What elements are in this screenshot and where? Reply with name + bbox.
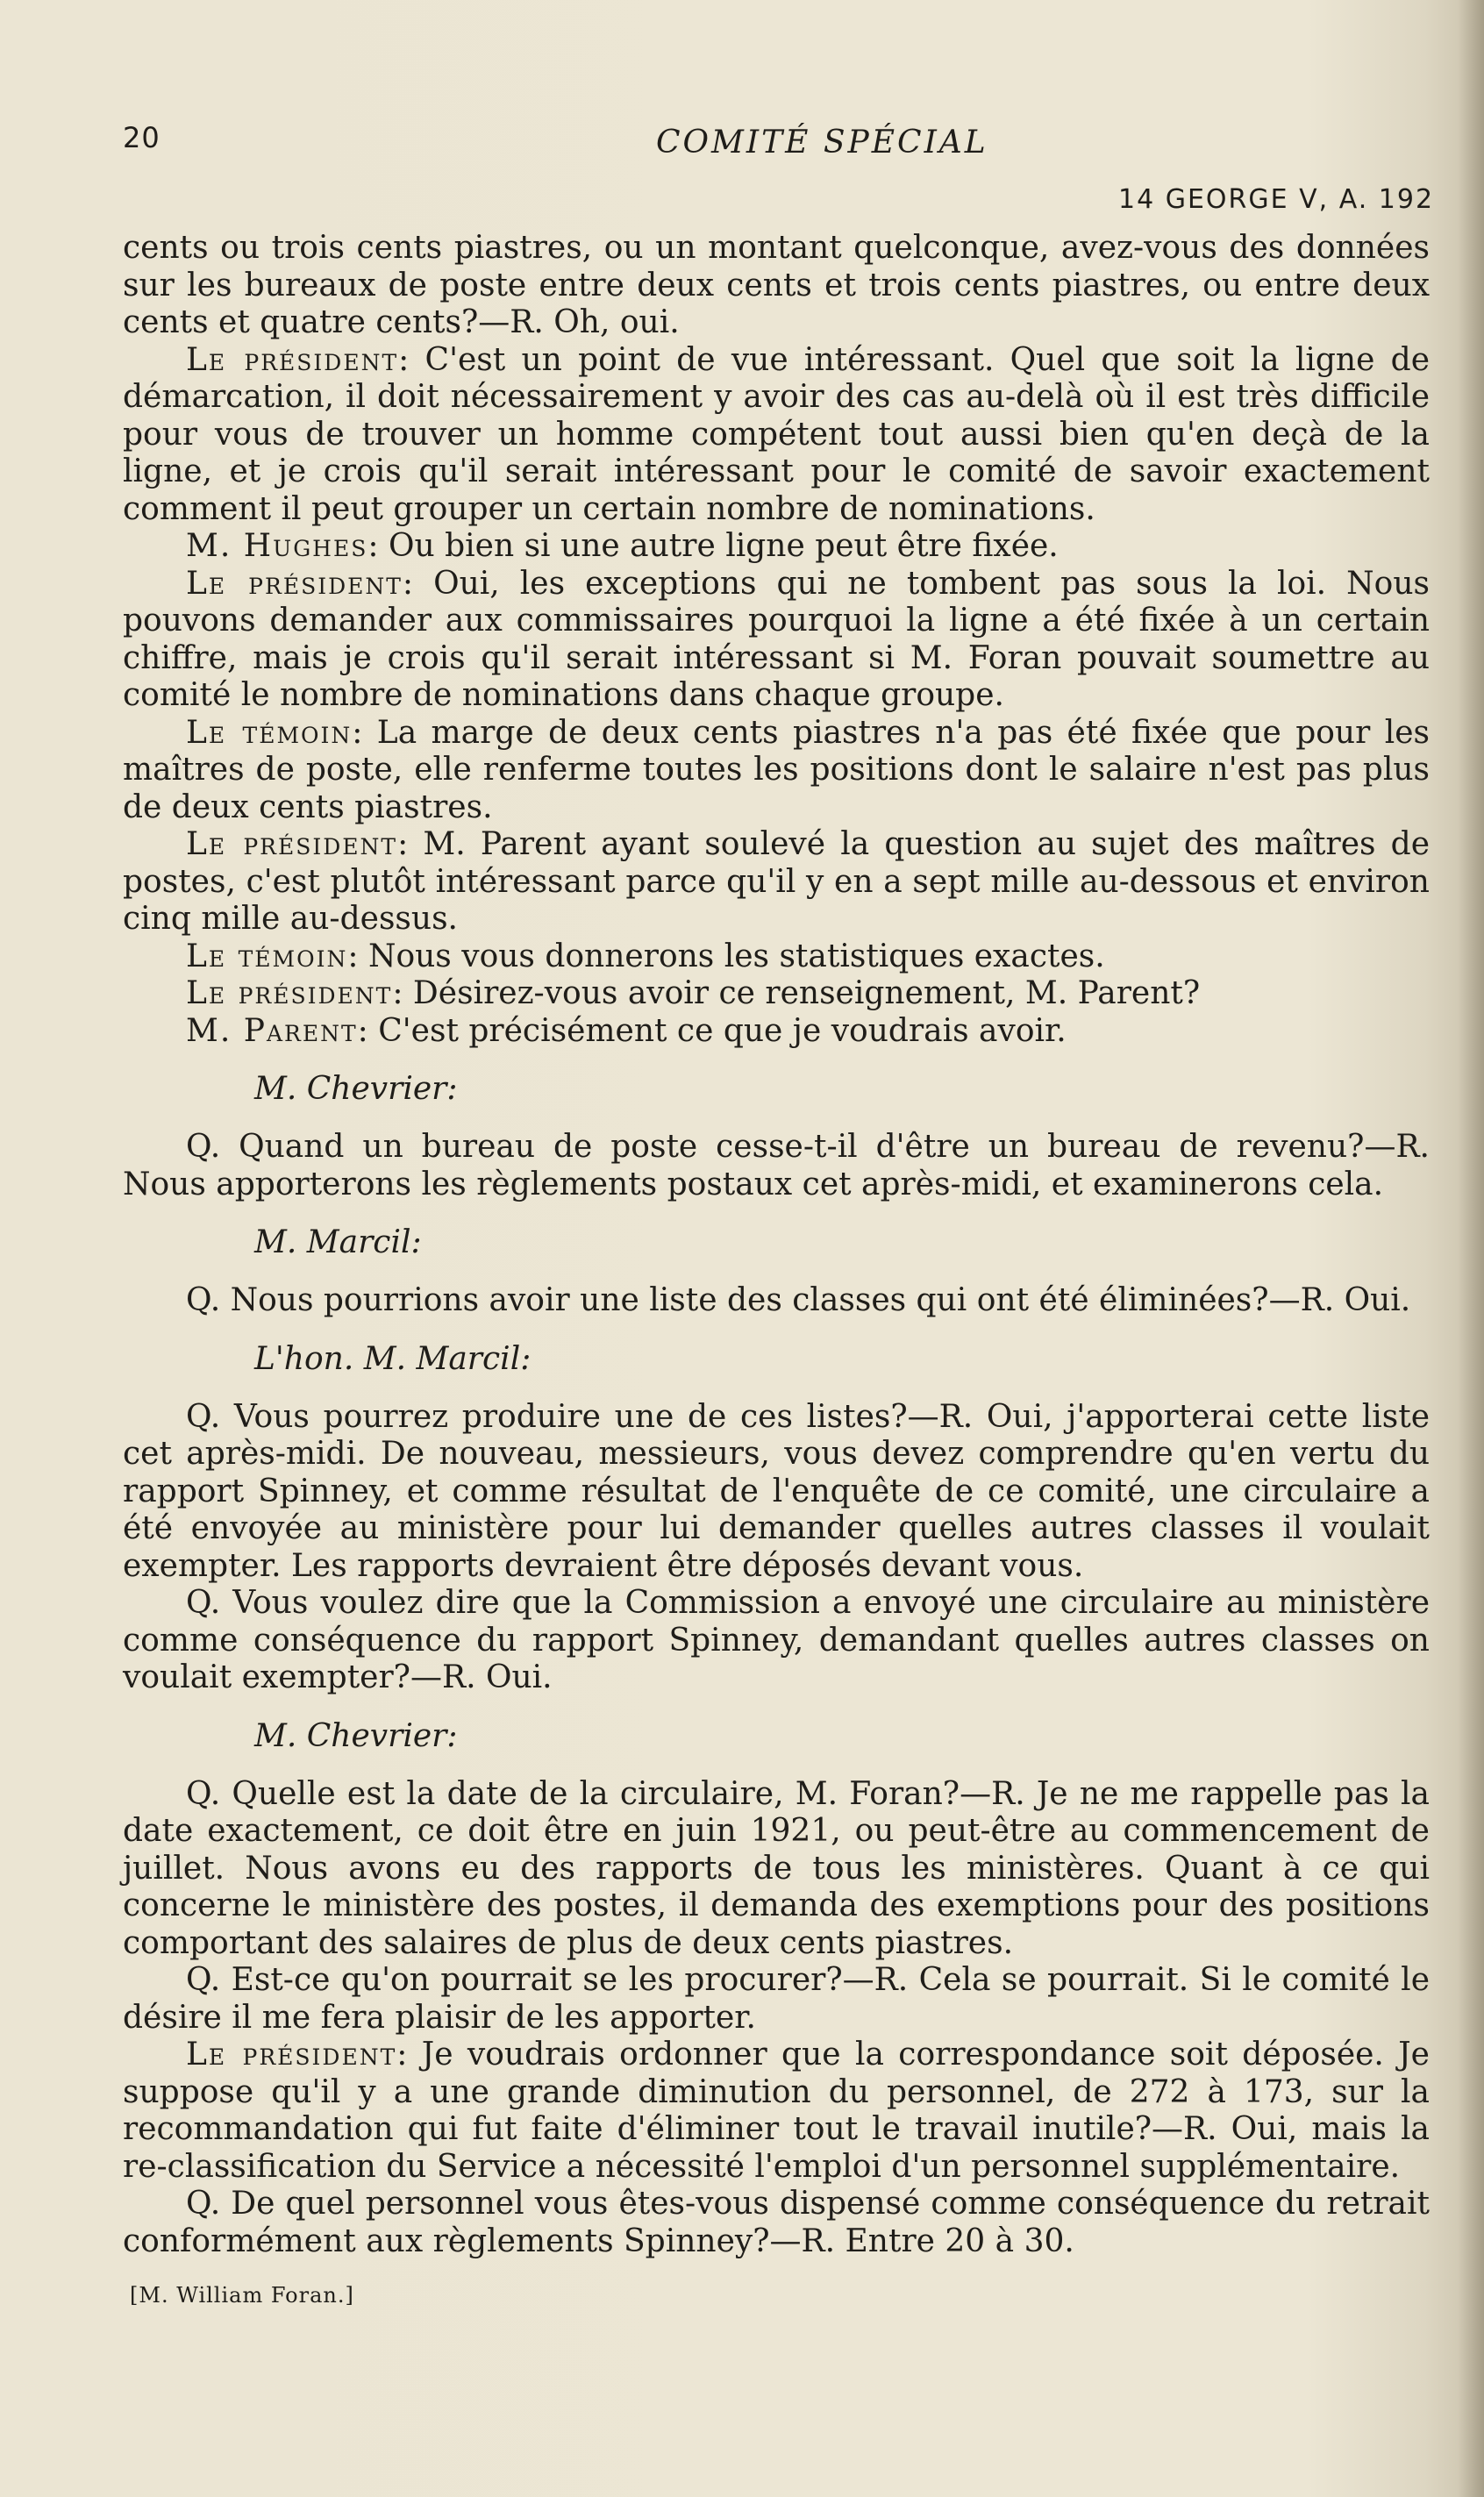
page-header [123, 114, 1438, 167]
speaker-name: M. Hughes [186, 528, 368, 564]
paragraph [123, 715, 1430, 827]
running-title: COMITÉ SPÉCIAL [656, 125, 988, 161]
paragraph: Q. Vous pourrez produire une de ces listes?—R. Oui, j'apporterai cette liste cet après-midi. De nouveau, messieurs, vous devez comprendre qu'en vertu du rapport Spinney, et comme résultat de l'enquête de ce comité, une circulaire a été envoyée au ministère pour lui demander quelles autres classes il voulait exempter. Les rapports devraient être déposés devant vous. [123, 1398, 1430, 1584]
speech-text: : C'est un point de vue intéressant. Quel que soit la ligne de démarcation, il doit nécessairement y avoir des cas au-delà où il est très difficile pour vous de trouver un homme compétent tout aussi bien qu'en deçà de la ligne, et je crois qu'il serait intéressant pour le comité de savoir exactement comment il peut grouper un certain nombre de nominations. [123, 341, 1430, 527]
paragraph [123, 826, 1430, 938]
section-heading: M. Chevrier: [254, 1717, 458, 1754]
speech-text: : C'est précisément ce que je voudrais avoir. [357, 1012, 1067, 1049]
document-body [123, 230, 1430, 2260]
paragraph [123, 566, 1430, 715]
page-edge-shadow [1458, 0, 1484, 2497]
session-reference: 14 GEORGE V, A. 192 [1118, 184, 1435, 215]
speaker-name: M. Parent [186, 1012, 358, 1049]
page-number: 20 [123, 121, 161, 154]
paragraph: cents ou trois cents piastres, ou un montant quelconque, avez-vous des données sur les bureaux de poste entre deux cents et trois cents piastres, ou entre deux cents et quatre cents?—R. Oh, oui. [123, 230, 1430, 340]
speech-text: : Ou bien si une autre ligne peut être fixée. [367, 528, 1059, 564]
speech-text: : Oui, les exceptions qui ne tombent pas sous la loi. Nous pouvons demander aux commissaires pourquoi la ligne a été fixée à un certain chiffre, mais je crois qu'il serait intéressant si M. Foran pouvait soumettre au comité le nombre de nominations dans chaque groupe. [123, 565, 1430, 713]
paragraph: Q. Vous voulez dire que la Commission a envoyé une circulaire au ministère comme conséquence du rapport Spinney, demandant quelles autres classes on voulait exempter?—R. Oui. [123, 1585, 1430, 1695]
paragraph [123, 975, 1430, 1013]
speaker-name: Le témoin [186, 938, 348, 974]
witness-reference: [M. William Foran.] [130, 2283, 354, 2308]
speech-text: : Désirez-vous avoir ce renseignement, M. Parent? [392, 975, 1201, 1011]
paragraph: Q. Quand un bureau de poste cesse-t-il d'être un bureau de revenu?—R. Nous apporterons les règlements postaux cet après-midi, et examinerons cela. [123, 1129, 1430, 1202]
paragraph [123, 938, 1430, 976]
speech-text: : Nous vous donnerons les statistiques exactes. [347, 938, 1105, 974]
paragraph: Q. De quel personnel vous êtes-vous dispensé comme conséquence du retrait conformément aux règlements Spinney?—R. Entre 20 à 30. [123, 2186, 1430, 2259]
speaker-name: Le président [186, 341, 399, 378]
section-heading: M. Chevrier: [254, 1071, 458, 1107]
speech-text: : M. Parent ayant soulevé la question au sujet des maîtres de postes, c'est plutôt intéressant parce qu'il y en a sept mille au-dessous et environ cinq mille au-dessus. [123, 826, 1430, 937]
speech-text: : Je voudrais ordonner que la correspondance soit déposée. Je suppose qu'il y a une grande diminution du personnel, de 272 à 173, sur la recommandation qui fut faite d'éliminer tout le travail inutile?—R. Oui, mais la re-classification du Service a nécessité l'emploi d'un personnel supplémentaire. [123, 2037, 1430, 2185]
paragraph [123, 2037, 1430, 2186]
paragraph [123, 1013, 1430, 1051]
paragraph: Q. Nous pourrions avoir une liste des classes qui ont été éliminées?—R. Oui. [186, 1282, 1411, 1318]
speaker-name: Le témoin [186, 714, 353, 751]
paragraph: Q. Quelle est la date de la circulaire, M. Foran?—R. Je ne me rappelle pas la date exactement, ce doit être en juin 1921, ou peut-être au commencement de juillet. Nous avons eu des rapports de tous les ministères. Quant à ce qui concerne le ministère des postes, il demanda des exemptions pour des positions comportant des salaires de plus de deux cents piastres. [123, 1775, 1430, 1961]
paragraph [123, 342, 1430, 529]
speech-text: : La marge de deux cents piastres n'a pas été fixée que pour les maîtres de poste, elle renferme toutes les positions dont le salaire n'est pas plus de deux cents piastres. [123, 714, 1430, 825]
paragraph: Q. Est-ce qu'on pourrait se les procurer?—R. Cela se pourrait. Si le comité le désire il me fera plaisir de les apporter. [123, 1962, 1430, 2036]
speaker-name: Le président [186, 975, 393, 1011]
speaker-name: Le président [186, 565, 403, 602]
speaker-name: Le président [186, 2037, 397, 2073]
section-heading: M. Marcil: [254, 1224, 422, 1260]
speaker-name: Le président [186, 826, 398, 862]
section-heading: L'hon. M. Marcil: [254, 1340, 532, 1377]
paragraph [123, 528, 1430, 566]
